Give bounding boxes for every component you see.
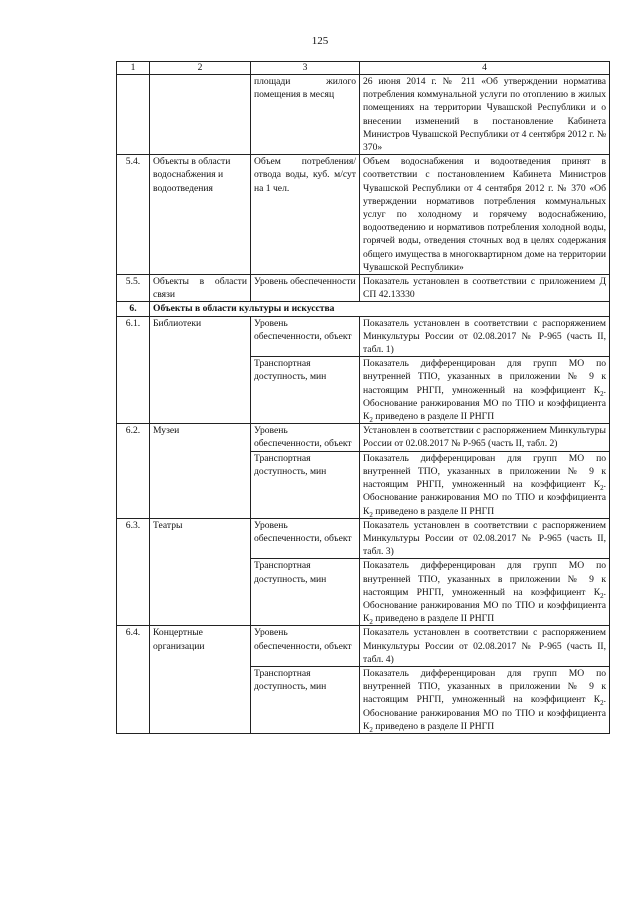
- note-cell: Показатель установлен в соответствии с распоряжением Минкультуры России от 02.08.2017 № Р-965 (часть II, табл. 3): [360, 518, 610, 559]
- table-row: [117, 626, 610, 667]
- note-text: Показатель дифференцирован для групп МО по внутренней ТПО, указанных в приложении № 9 к настоящим РНГП, умноженный на коэффициент К: [363, 560, 606, 598]
- row-number: 6.2.: [117, 424, 150, 518]
- note-cell: [360, 357, 610, 424]
- object-cell: Концертные организации: [150, 626, 251, 734]
- object-cell: Объекты в области водоснабжения и водоотведения: [150, 155, 251, 275]
- table-row: [117, 155, 610, 275]
- indicator-cell: Уровень обеспеченности, объект: [251, 424, 360, 451]
- indicator-cell: площади жилого помещения в месяц: [251, 75, 360, 155]
- section-header-row: [117, 302, 610, 316]
- note-text: . Обоснование ранжирования МО по ТПО и коэффициента К: [363, 586, 606, 625]
- indicator-cell: Уровень обеспеченности, объект: [251, 518, 360, 559]
- subscript: 2: [600, 389, 604, 398]
- row-number: 6.3.: [117, 518, 150, 626]
- note-text: . Обоснование ранжирования МО по ТПО и коэффициента К: [363, 384, 606, 423]
- subscript: 2: [600, 591, 604, 600]
- note-text: Показатель дифференцирован для групп МО по внутренней ТПО, указанных в приложении № 9 к настоящим РНГП, умноженный на коэффициент К: [363, 667, 606, 706]
- object-cell: [150, 75, 251, 155]
- table-row: [117, 275, 610, 302]
- note-text: Показатель дифференцирован для групп МО по внутренней ТПО, указанных в приложении № 9 к настоящим РНГП, умноженный на коэффициент К: [363, 358, 606, 396]
- note-text: приведено в разделе II РНГП: [372, 613, 495, 625]
- object-cell: Музеи: [150, 424, 251, 518]
- note-cell: [360, 559, 610, 626]
- note-text: приведено в разделе II РНГП: [372, 411, 495, 423]
- column-number-row: [117, 62, 610, 75]
- indicator-cell: Объем потребления/отвода воды, куб. м/сут на 1 чел.: [251, 155, 360, 275]
- note-cell: 26 июня 2014 г. № 211 «Об утверждении норматива потребления коммунальной услуги по отоплению в жилых помещениях на территории Чувашской Республики и о внесении изменений в постановление Кабинета Министров Чувашской Республики от 4 сентября 2012 г. № 370»: [360, 75, 610, 155]
- subscript: 2: [600, 699, 604, 708]
- row-number: 5.5.: [117, 275, 150, 302]
- object-cell: Библиотеки: [150, 316, 251, 424]
- note-cell: [360, 666, 610, 733]
- indicator-cell: Уровень обеспеченности: [251, 275, 360, 302]
- indicator-cell: Транспортная доступность, мин: [251, 451, 360, 518]
- subscript: 2: [600, 484, 604, 492]
- column-number: 1: [117, 62, 150, 75]
- note-text: Показатель дифференцирован для групп МО по внутренней ТПО, указанных в приложении № 9 к настоящим РНГП, умноженный на коэффициент К: [363, 452, 606, 491]
- subscript: 2: [369, 725, 373, 734]
- indicator-cell: Транспортная доступность, мин: [251, 357, 360, 424]
- norms-table: [116, 61, 610, 734]
- indicator-cell: Уровень обеспеченности, объект: [251, 316, 360, 357]
- object-cell: Объекты в области связи: [150, 275, 251, 302]
- column-number: 4: [360, 62, 610, 75]
- object-cell: Театры: [150, 518, 251, 626]
- table-row: [117, 75, 610, 155]
- subscript: 2: [369, 415, 373, 424]
- row-number: 5.4.: [117, 155, 150, 275]
- section-number: 6.: [117, 302, 150, 316]
- note-cell: Установлен в соответствии с распоряжением Минкультуры России от 02.08.2017 № Р-965 (часть II, табл. 2): [360, 424, 610, 451]
- note-text: приведено в разделе II РНГП: [372, 720, 495, 732]
- indicator-cell: Транспортная доступность, мин: [251, 666, 360, 733]
- section-title: Объекты в области культуры и искусства: [150, 302, 610, 316]
- indicator-cell: Транспортная доступность, мин: [251, 559, 360, 626]
- note-cell: Показатель установлен в соответствии с приложением Д СП 42.13330: [360, 275, 610, 302]
- note-cell: [360, 451, 610, 518]
- column-number: 2: [150, 62, 251, 75]
- row-number: [117, 75, 150, 155]
- note-cell: Показатель установлен в соответствии с распоряжением Минкультуры России от 02.08.2017 № Р-965 (часть II, табл. 4): [360, 626, 610, 667]
- table-row: [117, 424, 610, 451]
- note-cell: Показатель установлен в соответствии с распоряжением Минкультуры России от 02.08.2017 № Р-965 (часть II, табл. 1): [360, 316, 610, 357]
- note-text: . Обоснование ранжирования МО по ТПО и коэффициента К: [363, 694, 606, 732]
- page-number: 125: [311, 35, 329, 47]
- note-cell: Объем водоснабжения и водоотведения принят в соответствии с постановлением Кабинета Министров Чувашской Республики от 4 сентября 2012 г. № 370 «Об утверждении нормативов потребления коммунальных услуг по холодному и горячему водоснабжению, водоотведению и нормативов потребления холодной воды, горячей воды, отведения сточных вод в целях содержания общего имущества в многоквартирном доме на территории Чувашской Республики»: [360, 155, 610, 275]
- note-text: приведено в разделе II РНГП: [372, 505, 495, 517]
- row-number: 6.1.: [117, 316, 150, 424]
- row-number: 6.4.: [117, 626, 150, 734]
- column-number: 3: [251, 62, 360, 75]
- indicator-cell: Уровень обеспеченности, объект: [251, 626, 360, 667]
- subscript: 2: [369, 510, 373, 519]
- note-text: . Обоснование ранжирования МО по ТПО и коэффициента К: [363, 479, 606, 517]
- table-row: [117, 518, 610, 559]
- table-row: [117, 316, 610, 357]
- subscript: 2: [369, 618, 373, 627]
